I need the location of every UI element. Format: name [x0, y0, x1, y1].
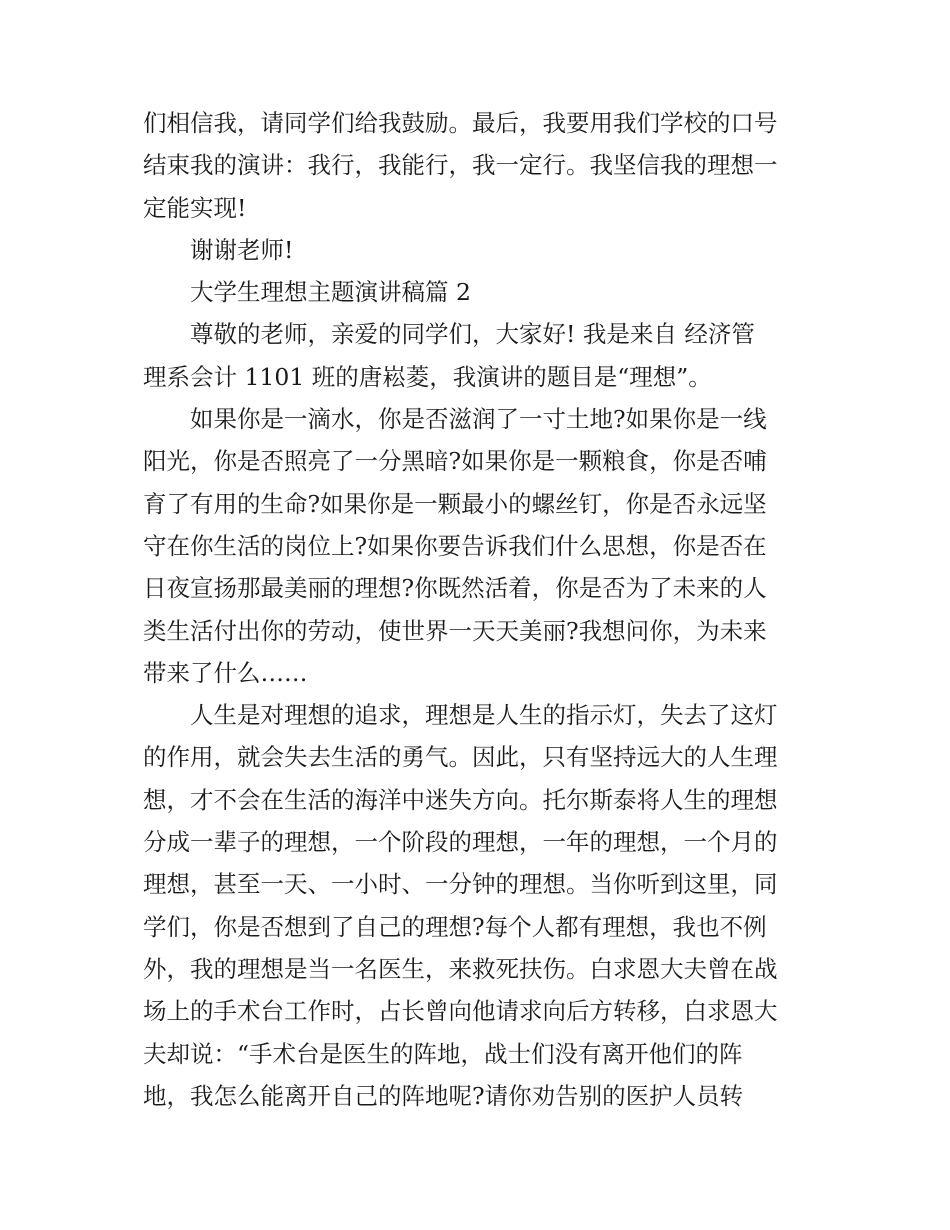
text-line: 夫却说：“手术台是医生的阵地，战士们没有离开他们的阵 — [143, 1039, 743, 1068]
text-line: 外，我的理想是当一名医生，来救死扶伤。白求恩大夫曾在战 — [143, 954, 778, 983]
section-title: 大学生理想主题演讲稿篇 2 — [190, 278, 471, 307]
text-line: 的作用，就会失去生活的勇气。因此，只有坚持远大的人生理 — [143, 743, 778, 772]
text-line: 人生是对理想的追求，理想是人生的指示灯，失去了这灯 — [190, 701, 778, 730]
text-line: 类生活付出你的劳动，使世界一天天美丽?我想问你，为未来 — [143, 616, 767, 645]
text-line: 理想，甚至一天、一小时、一分钟的理想。当你听到这里，同 — [143, 870, 778, 899]
text-line: 守在你生活的岗位上?如果你要告诉我们什么思想，你是否在 — [143, 531, 767, 560]
text-line: 地，我怎么能离开自己的阵地呢?请你劝告别的医护人员转 — [143, 1081, 744, 1110]
text-line: 结束我的演讲：我行，我能行，我一定行。我坚信我的理想一 — [143, 151, 778, 180]
text-line: 定能实现! — [143, 193, 247, 222]
text-line: 带来了什么…… — [143, 658, 308, 687]
document-body — [143, 102, 813, 1117]
text-line: 尊敬的老师，亲爱的同学们，大家好! 我是来自 经济管 — [190, 320, 755, 349]
text-line: 们相信我，请同学们给我鼓励。最后，我要用我们学校的口号 — [143, 109, 778, 137]
text-line: 学们，你是否想到了自己的理想?每个人都有理想，我也不例 — [143, 912, 767, 941]
text-line: 如果你是一滴水，你是否滋润了一寸土地?如果你是一线 — [190, 405, 767, 434]
text-line: 想，才不会在生活的海洋中迷失方向。托尔斯泰将人生的理想 — [143, 785, 778, 814]
text-line: 日夜宣扬那最美丽的理想?你既然活着，你是否为了未来的人 — [143, 574, 767, 603]
text-line: 阳光，你是否照亮了一分黑暗?如果你是一颗粮食，你是否哺 — [143, 447, 767, 476]
text-line: 分成一辈子的理想，一个阶段的理想，一年的理想，一个月的 — [143, 828, 778, 857]
text-line: 理系会计 1101 班的唐崧菱，我演讲的题目是“理想”。 — [143, 362, 712, 391]
text-line: 场上的手术台工作时，占长曾向他请求向后方转移，白求恩大 — [143, 997, 778, 1026]
text-line: 育了有用的生命?如果你是一颗最小的螺丝钉，你是否永远坚 — [143, 489, 767, 518]
thanks-line: 谢谢老师! — [190, 235, 294, 264]
